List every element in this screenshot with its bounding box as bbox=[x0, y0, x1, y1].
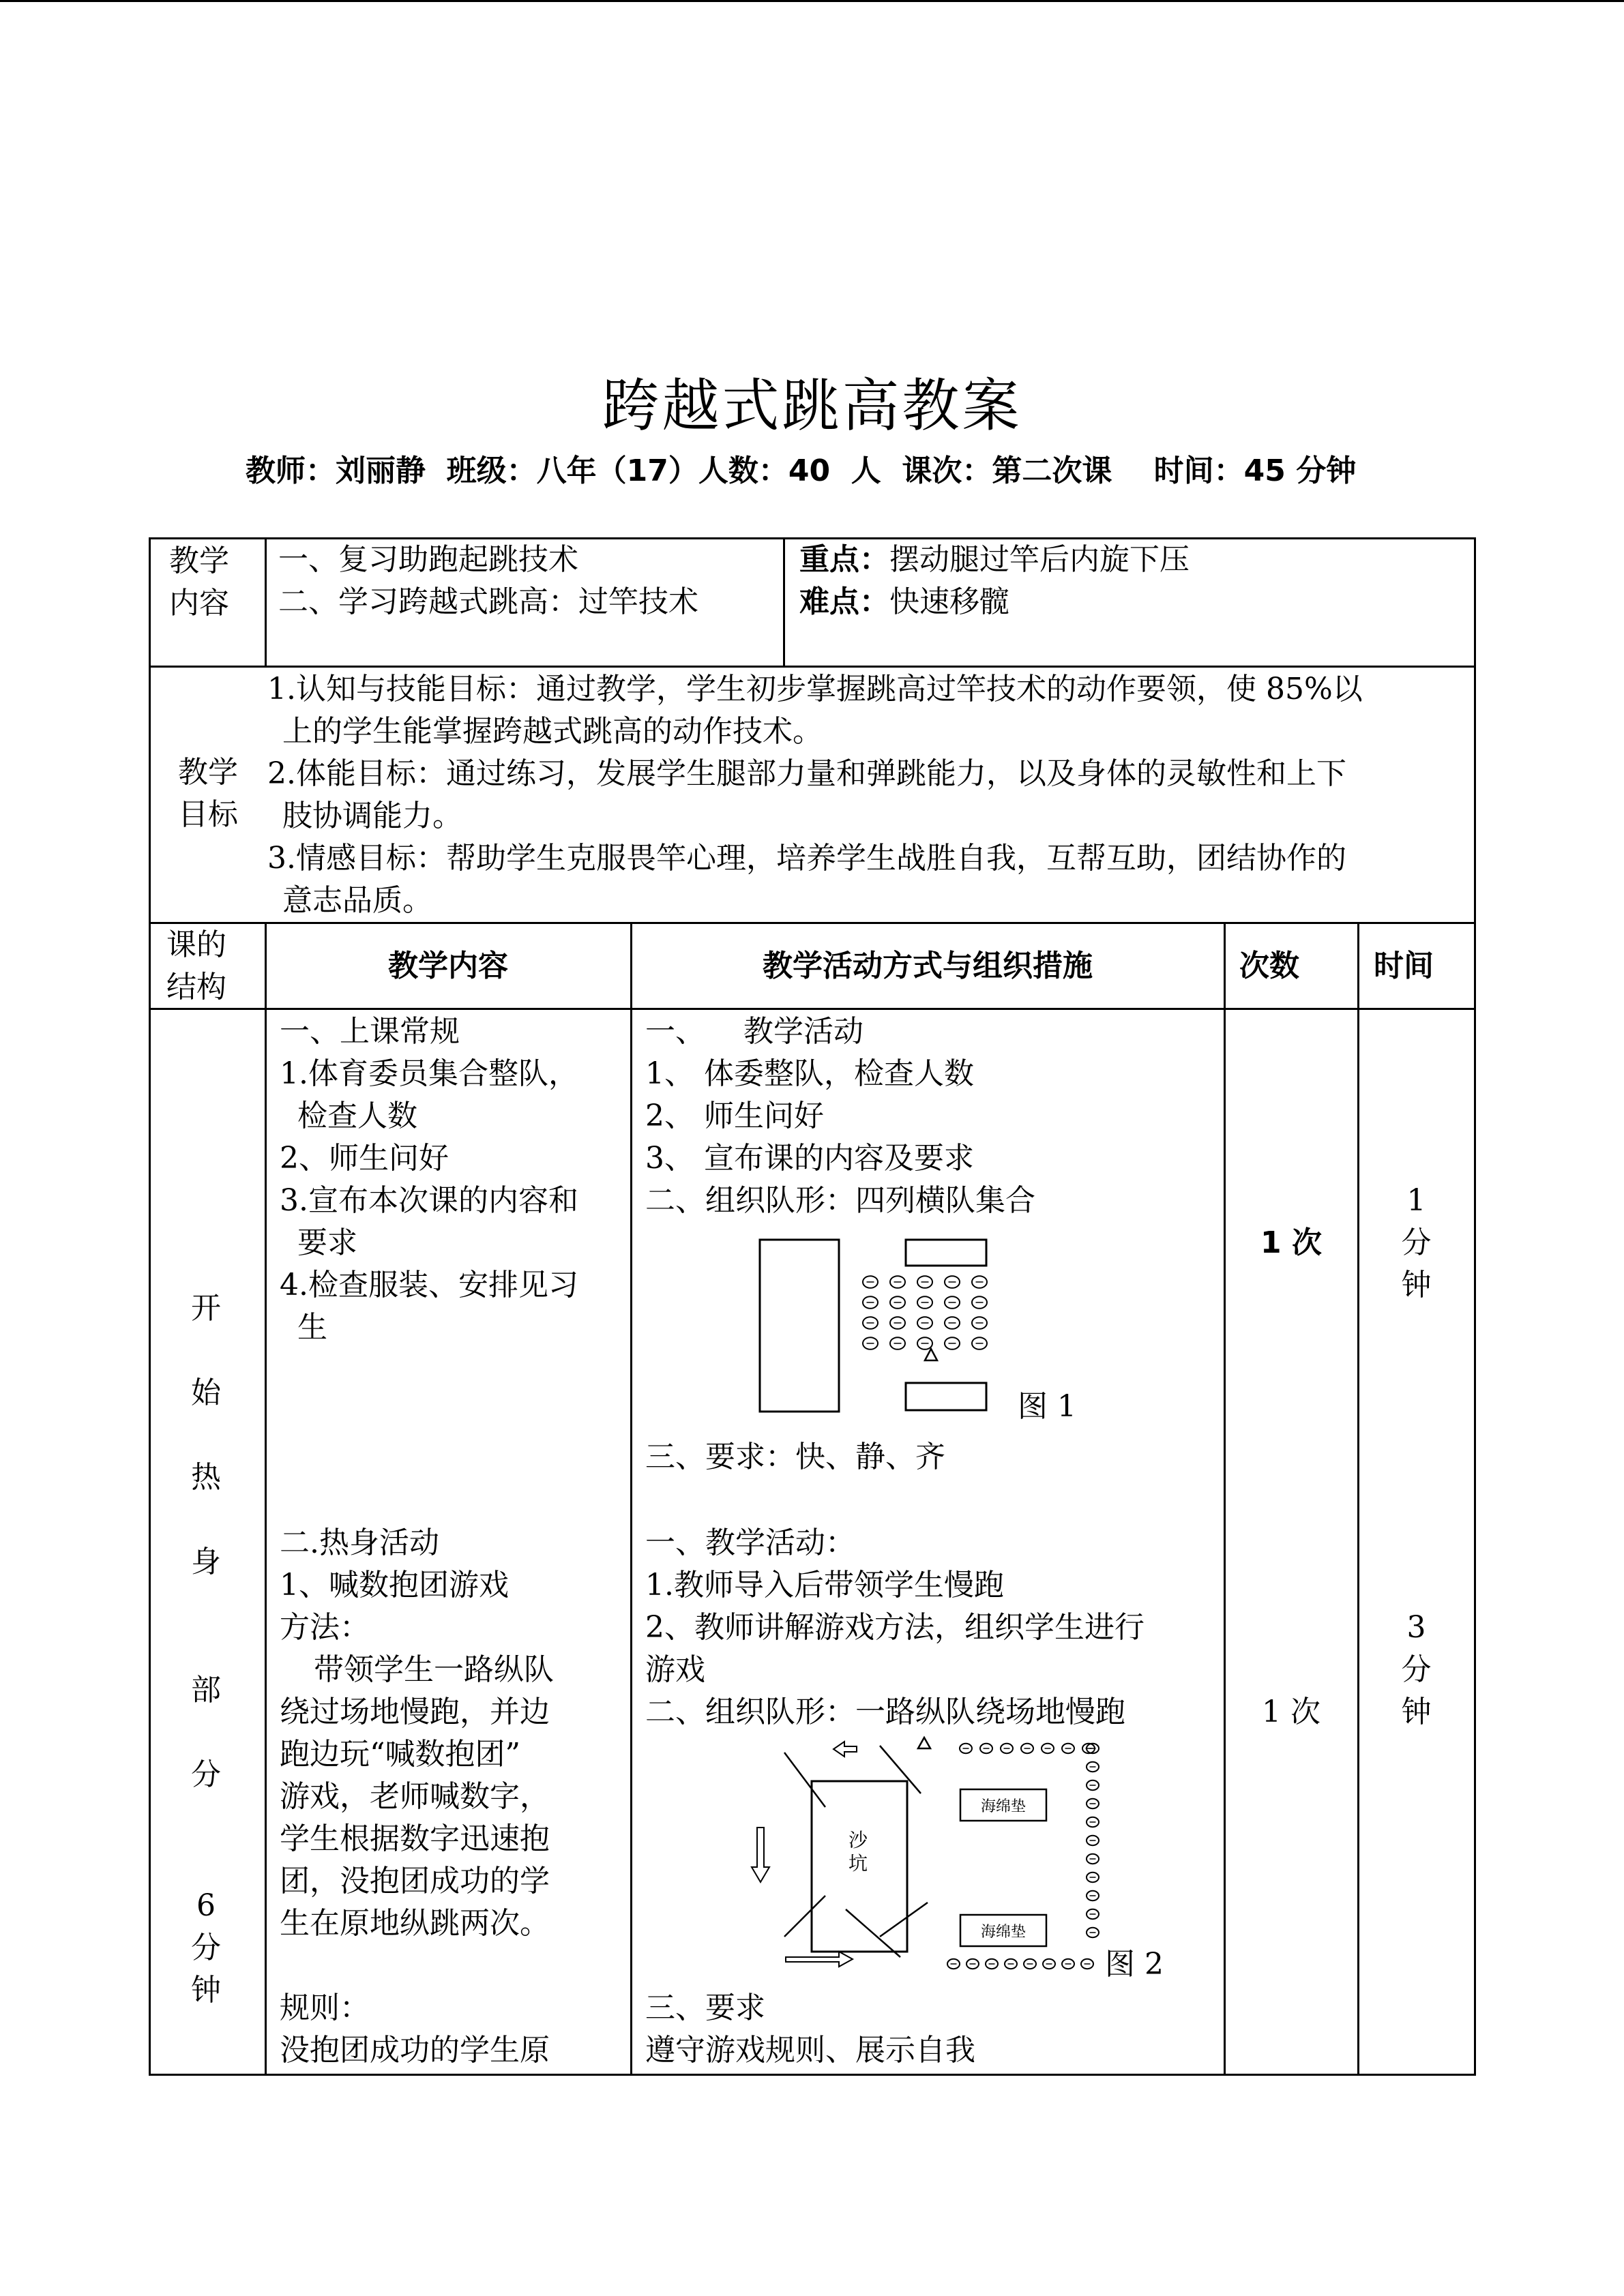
marker-line bbox=[784, 1896, 825, 1937]
figure-1-caption: 图 1 bbox=[1018, 1389, 1076, 1424]
goals-row-label-text: 教学目标 bbox=[178, 755, 238, 832]
content-line: 学生根据数字迅速抱 bbox=[280, 1821, 550, 1856]
goal-1b: 上的学生能掌握跨越式跳高的动作技术。 bbox=[282, 714, 823, 749]
rule bbox=[149, 922, 1476, 924]
rule bbox=[1224, 922, 1226, 2076]
goal-3a: 3.情感目标：帮助学生克服畏竿心理，培养学生战胜自我，互帮互助，团结协作的 bbox=[267, 841, 1346, 876]
part-char-6: 分 bbox=[191, 1757, 221, 1792]
arrow-left-icon bbox=[833, 1742, 857, 1757]
content-line: 3.宣布本次课的内容和 bbox=[280, 1183, 578, 1218]
figure-2-caption: 图 2 bbox=[1105, 1947, 1164, 1982]
content-line: 二.热身活动 bbox=[280, 1525, 439, 1560]
difficult-point-value: 快速移髋 bbox=[889, 584, 1009, 619]
content-line: 团，没抱团成功的学 bbox=[280, 1864, 550, 1898]
content-line: 没抱团成功的学生原 bbox=[280, 2033, 550, 2068]
goals-row-label bbox=[171, 751, 246, 836]
part-char-5: 部 bbox=[191, 1673, 221, 1708]
goal-2a: 2.体能目标：通过练习，发展学生腿部力量和弹跳能力，以及身体的灵敏性和上下 bbox=[267, 756, 1346, 791]
activity-line: 三、要求：快、静、齐 bbox=[645, 1440, 945, 1474]
sponge-mat-top-label: 海绵垫 bbox=[980, 1798, 1027, 1815]
time-row-2-unit-1: 分 bbox=[1401, 1652, 1432, 1687]
content-line: 跑边玩“喊数抱团” bbox=[280, 1737, 520, 1772]
rule bbox=[1357, 922, 1359, 2076]
activity-line: 2、教师讲解游戏方法，组织学生进行 bbox=[645, 1610, 1145, 1645]
part-char-1: 开 bbox=[191, 1291, 221, 1326]
content-line: 游戏，老师喊数字， bbox=[280, 1779, 550, 1814]
rule bbox=[149, 537, 151, 2076]
key-point-label: 重点： bbox=[799, 542, 889, 577]
content-line: 要求 bbox=[297, 1225, 357, 1260]
activity-line: 2、 师生问好 bbox=[645, 1099, 824, 1133]
part-char-3: 热 bbox=[191, 1460, 221, 1495]
activity-line: 1.教师导入后带领学生慢跑 bbox=[645, 1568, 1004, 1602]
platform-top bbox=[906, 1240, 986, 1266]
activity-line: 1、 体委整队，检查人数 bbox=[645, 1056, 974, 1091]
activity-line: 二、组织队形：四列横队集合 bbox=[645, 1183, 1035, 1218]
time-row-1-unit-1: 分 bbox=[1401, 1225, 1432, 1260]
marker-line bbox=[880, 1903, 928, 1937]
time-row-2-unit-2: 钟 bbox=[1401, 1695, 1432, 1729]
student-grid bbox=[863, 1276, 987, 1350]
header-activities: 教学活动方式与组织措施 bbox=[763, 949, 1093, 983]
content-row-label bbox=[158, 540, 240, 625]
time-row-2-num: 3 bbox=[1406, 1610, 1426, 1645]
header-structure bbox=[156, 924, 237, 1009]
rule bbox=[1474, 537, 1476, 2076]
count-row-1: 1 次 bbox=[1260, 1225, 1322, 1260]
arrow-down-icon bbox=[752, 1828, 769, 1882]
sand-pit-label-1: 沙 bbox=[848, 1829, 868, 1851]
activity-line: 游戏 bbox=[645, 1652, 705, 1687]
header-content: 教学内容 bbox=[388, 949, 508, 983]
rule bbox=[783, 537, 785, 666]
activity-line: 一、 教学活动 bbox=[645, 1014, 863, 1049]
time-row-1-num: 1 bbox=[1406, 1183, 1426, 1218]
content-line: 绕过场地慢跑，并边 bbox=[280, 1695, 550, 1729]
key-point-value: 摆动腿过竿后内旋下压 bbox=[889, 542, 1190, 577]
rule bbox=[149, 666, 1476, 668]
content-line: 方法： bbox=[280, 1610, 370, 1645]
rule bbox=[265, 922, 267, 2076]
marker-line bbox=[846, 1909, 900, 1957]
marker-line bbox=[880, 1746, 921, 1793]
content-line: 一、上课常规 bbox=[280, 1014, 460, 1049]
content-line: 2、师生问好 bbox=[280, 1141, 449, 1176]
part-char-4: 身 bbox=[191, 1545, 221, 1579]
rule bbox=[265, 537, 267, 666]
activity-line: 三、要求 bbox=[645, 1991, 765, 2025]
content-line: 1、喊数抱团游戏 bbox=[280, 1568, 509, 1602]
field-rect bbox=[760, 1240, 839, 1412]
content-item-1: 一、复习助跑起跳技术 bbox=[278, 542, 578, 577]
teacher-triangle-icon bbox=[918, 1738, 930, 1748]
difficult-point bbox=[799, 581, 1009, 623]
content-line: 4.检查服装、安排见习 bbox=[280, 1268, 578, 1302]
activity-line: 3、 宣布课的内容及要求 bbox=[645, 1141, 974, 1176]
goal-1a: 1.认知与技能目标：通过教学，学生初步掌握跳高过竿技术的动作要领，使 85%以 bbox=[267, 672, 1363, 706]
rule bbox=[630, 922, 632, 2076]
page-top-rule bbox=[0, 0, 1624, 2]
part-time-num: 6 bbox=[196, 1888, 216, 1923]
arrow-right-icon bbox=[786, 1952, 853, 1967]
content-line: 生 bbox=[297, 1310, 327, 1345]
lesson-info: 教师：刘丽静 班级：八年（17）人数：40 人 课次：第二次课 时间：45 分钟 bbox=[246, 453, 1357, 488]
platform-bottom bbox=[906, 1383, 986, 1410]
goal-2b: 肢协调能力。 bbox=[282, 799, 462, 833]
header-time: 时间 bbox=[1374, 949, 1434, 983]
part-time-unit-1: 分 bbox=[191, 1930, 221, 1965]
header-structure-text: 课的结构 bbox=[166, 927, 226, 1004]
activity-line: 遵守游戏规则、展示自我 bbox=[645, 2033, 975, 2068]
activity-line: 二、组织队形：一路纵队绕场地慢跑 bbox=[645, 1695, 1125, 1729]
time-row-1-unit-2: 钟 bbox=[1401, 1268, 1432, 1302]
formation-diagram-1 bbox=[750, 1227, 1037, 1425]
activity-line: 一、教学活动： bbox=[645, 1525, 855, 1560]
page-title: 跨越式跳高教案 bbox=[602, 372, 1022, 439]
header-count: 次数 bbox=[1239, 949, 1299, 983]
rule bbox=[149, 2074, 1476, 2076]
teacher-triangle-icon bbox=[925, 1349, 937, 1360]
goal-3b: 意志品质。 bbox=[282, 883, 432, 918]
difficult-point-label: 难点： bbox=[799, 584, 889, 619]
part-time-unit-2: 钟 bbox=[191, 1973, 221, 2008]
route-diagram-2 bbox=[743, 1732, 1125, 1971]
content-line: 1.体育委员集合整队， bbox=[280, 1056, 578, 1091]
sponge-mat-bottom-label: 海绵垫 bbox=[980, 1924, 1027, 1941]
key-point bbox=[799, 539, 1190, 581]
count-row-2: 1 次 bbox=[1262, 1695, 1320, 1729]
sand-pit-label-2: 坑 bbox=[848, 1852, 868, 1875]
content-row-label-text: 教学内容 bbox=[169, 543, 229, 621]
content-line: 生在原地纵跳两次。 bbox=[280, 1906, 550, 1941]
content-line: 带领学生一路纵队 bbox=[314, 1652, 554, 1687]
content-line: 规则： bbox=[280, 1991, 370, 2025]
content-line: 检查人数 bbox=[297, 1099, 417, 1133]
content-item-2: 二、学习跨越式跳高：过竿技术 bbox=[278, 584, 698, 619]
marker-line bbox=[784, 1753, 825, 1807]
rule bbox=[149, 1008, 1476, 1010]
part-char-2: 始 bbox=[191, 1375, 221, 1410]
